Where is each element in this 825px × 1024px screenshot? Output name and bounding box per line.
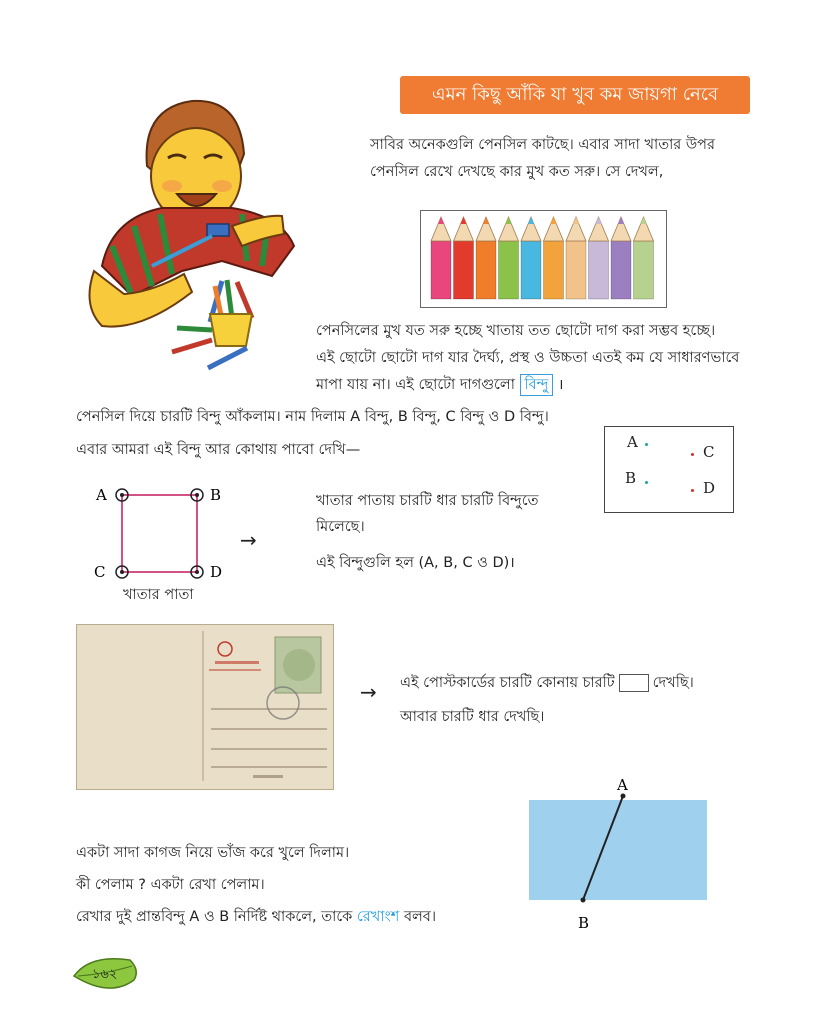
postcard-text-1-suffix: দেখছি।	[652, 675, 694, 691]
points-line-2: এবার আমরা এই বিন্দু আর কোথায় পাবো দেখি—	[76, 442, 361, 458]
segment-line-3-prefix: রেখার দুই প্রান্তবিন্দু A ও B নির্দিষ্ট থাকলে, তাকে	[76, 909, 353, 925]
dots-box	[604, 426, 734, 513]
page-number-leaf	[70, 952, 144, 998]
page-number: ১৬২	[92, 967, 118, 982]
pencil	[634, 217, 654, 299]
pencil	[589, 217, 609, 299]
tip-line-3	[316, 372, 563, 399]
square-text-1: খাতার পাতায় চারটি ধার চারটি বিন্দুতে	[316, 493, 539, 509]
segment-label-b: B	[578, 914, 590, 932]
pencil	[544, 217, 564, 299]
segment-line-1: একটা সাদা কাগজ নিয়ে ভাঁজ করে খুলে দিলাম।	[76, 845, 350, 861]
square-label-b: B	[210, 486, 222, 504]
postcard-text-1	[400, 670, 694, 697]
points-line-1: পেনসিল দিয়ে চারটি বিন্দু আঁকলাম। নাম দিলাম A বিন্দু, B বিন্দু, C বিন্দু ও D বিন্দু।	[76, 409, 549, 425]
tip-line-3-suffix: ।	[557, 377, 564, 393]
postcard-text-2: আবার চারটি ধার দেখছি।	[400, 709, 545, 725]
endpoint-b	[581, 898, 586, 903]
postcard-arrow-icon: →	[360, 680, 377, 704]
dot-label-d: D	[703, 479, 716, 497]
pencil	[611, 217, 631, 299]
term-rekhangsho: রেখাংশ	[356, 909, 400, 925]
square-text-2: মিলেছে।	[316, 519, 365, 535]
line-segment-diagram	[520, 772, 720, 942]
folded-paper	[529, 800, 707, 900]
segment-line-2: কী পেলাম ? একটা রেখা পেলাম।	[76, 877, 265, 893]
square-label-c: C	[94, 563, 106, 581]
dot-label-c: C	[703, 443, 715, 461]
dot-b	[645, 481, 648, 484]
segment-label-a: A	[617, 776, 628, 794]
tip-line-1: পেনসিলের মুখ যত সরু হচ্ছে খাতায় তত ছোটো দাগ করা সম্ভব হচ্ছে।	[316, 323, 716, 339]
pencil	[454, 217, 474, 299]
pencils-picture	[420, 210, 667, 308]
square-label-d: D	[210, 563, 223, 581]
tip-line-2: এই ছোটো ছোটো দাগ যার দৈর্ঘ্য, প্রস্থ ও উচ্চতা এতই কম যে সাধারণভাবে	[316, 350, 740, 366]
dot-c	[691, 453, 694, 456]
pencil	[476, 217, 496, 299]
segment-line-3-suffix: বলব।	[403, 909, 437, 925]
intro-line-2: পেনসিল রেখে দেখছে কার মুখ কত সরু। সে দেখল,	[370, 164, 664, 180]
dot-a	[645, 443, 648, 446]
pencil	[431, 217, 451, 299]
page-outline	[122, 495, 197, 572]
pencil	[566, 217, 586, 299]
dot-label-a: A	[627, 433, 638, 451]
postcard-drawing	[77, 625, 333, 789]
dot-d	[691, 489, 694, 492]
square-text-3: এই বিন্দুগুলি হল (A, B, C ও D)।	[316, 555, 515, 571]
pencil	[521, 217, 541, 299]
pencil	[499, 217, 519, 299]
segment-line-3	[76, 904, 436, 931]
arrow-right-icon: →	[240, 528, 257, 552]
chapter-banner: এমন কিছু আঁকি যা খুব কম জায়গা নেবে	[400, 76, 750, 114]
dot-label-b: B	[625, 469, 637, 487]
endpoint-a	[621, 794, 626, 799]
square-label-a: A	[96, 486, 107, 504]
square-caption: খাতার পাতা	[123, 587, 194, 603]
boy-illustration	[72, 96, 317, 376]
postcard-image	[76, 624, 334, 790]
tip-line-3-prefix: মাপা যায় না। এই ছোটো দাগগুলো	[316, 377, 515, 393]
blank-box	[619, 674, 649, 692]
intro-line-1: সাবির অনেকগুলি পেনসিল কাটছে। এবার সাদা খাতার উপর	[370, 137, 715, 153]
term-bindu: বিন্দু	[520, 374, 554, 396]
colored-pencils	[421, 211, 666, 307]
postcard-text-1-prefix: এই পোস্টকার্ডের চারটি কোনায় চারটি	[400, 675, 615, 691]
